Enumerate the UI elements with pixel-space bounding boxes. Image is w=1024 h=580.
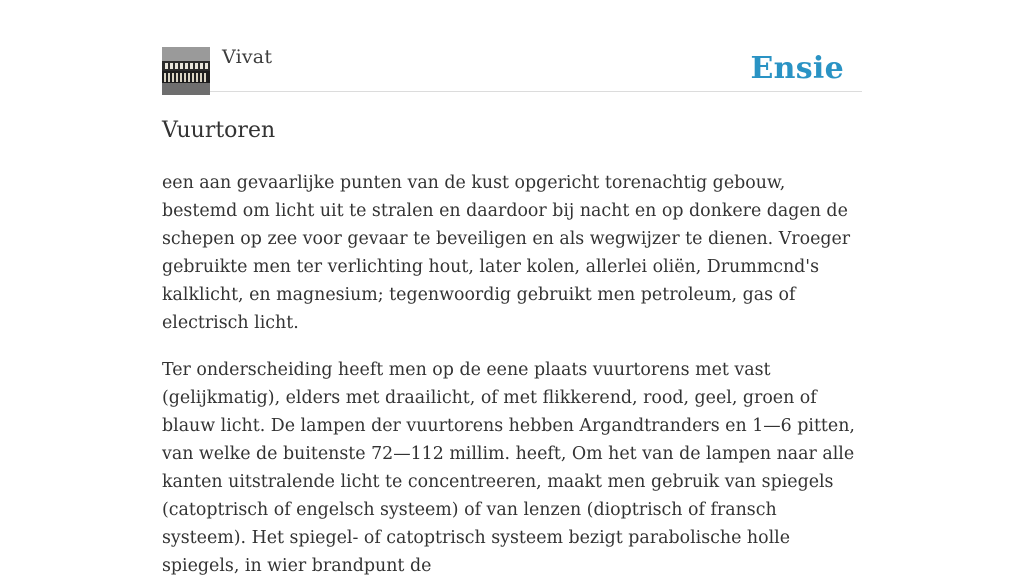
ensie-logo-link[interactable]: Ensie — [750, 51, 844, 86]
article-paragraph: Ter onderscheiding heeft men op de eene plaats vuurtorens met vast (gelijkmatig), elders met draailicht, of met flikkerend, rood, geel, groen of blauw licht. De lampen der vuurtorens hebben Argandtranders en 1—6 pitten, van welke de buitenste 72—112 millim. heeft, Om het van de lampen naar alle kanten uitstralende licht te concentreeren, maakt men gebruik van spiegels (catoptrisch of engelsch systeem) of van lenzen (dioptrisch of fransch systeem). Het spiegel- of catoptrisch systeem bezigt parabolische holle spiegels, in wier brandpunt de — [162, 360, 855, 576]
user-avatar[interactable] — [162, 47, 210, 95]
article-paragraph: een aan gevaarlijke punten van de kust opgericht torenachtig gebouw, bestemd om licht uit te stralen en daardoor bij nacht en op donkere dagen de schepen op zee voor gevaar te beveiligen en als wegwijzer te dienen. Vroeger gebruikte men ter verlichting hout, later kolen, allerlei oliën, Drummcnd's kalklicht, en magnesium; tegenwoordig gebruikt men petroleum, gas of electrisch licht. — [162, 173, 851, 333]
typewriter-keys-avatar-icon — [162, 47, 210, 95]
page — [162, 0, 862, 580]
header — [162, 0, 862, 92]
username-link[interactable]: Vivat — [222, 46, 273, 68]
article-title: Vuurtoren — [162, 118, 276, 143]
